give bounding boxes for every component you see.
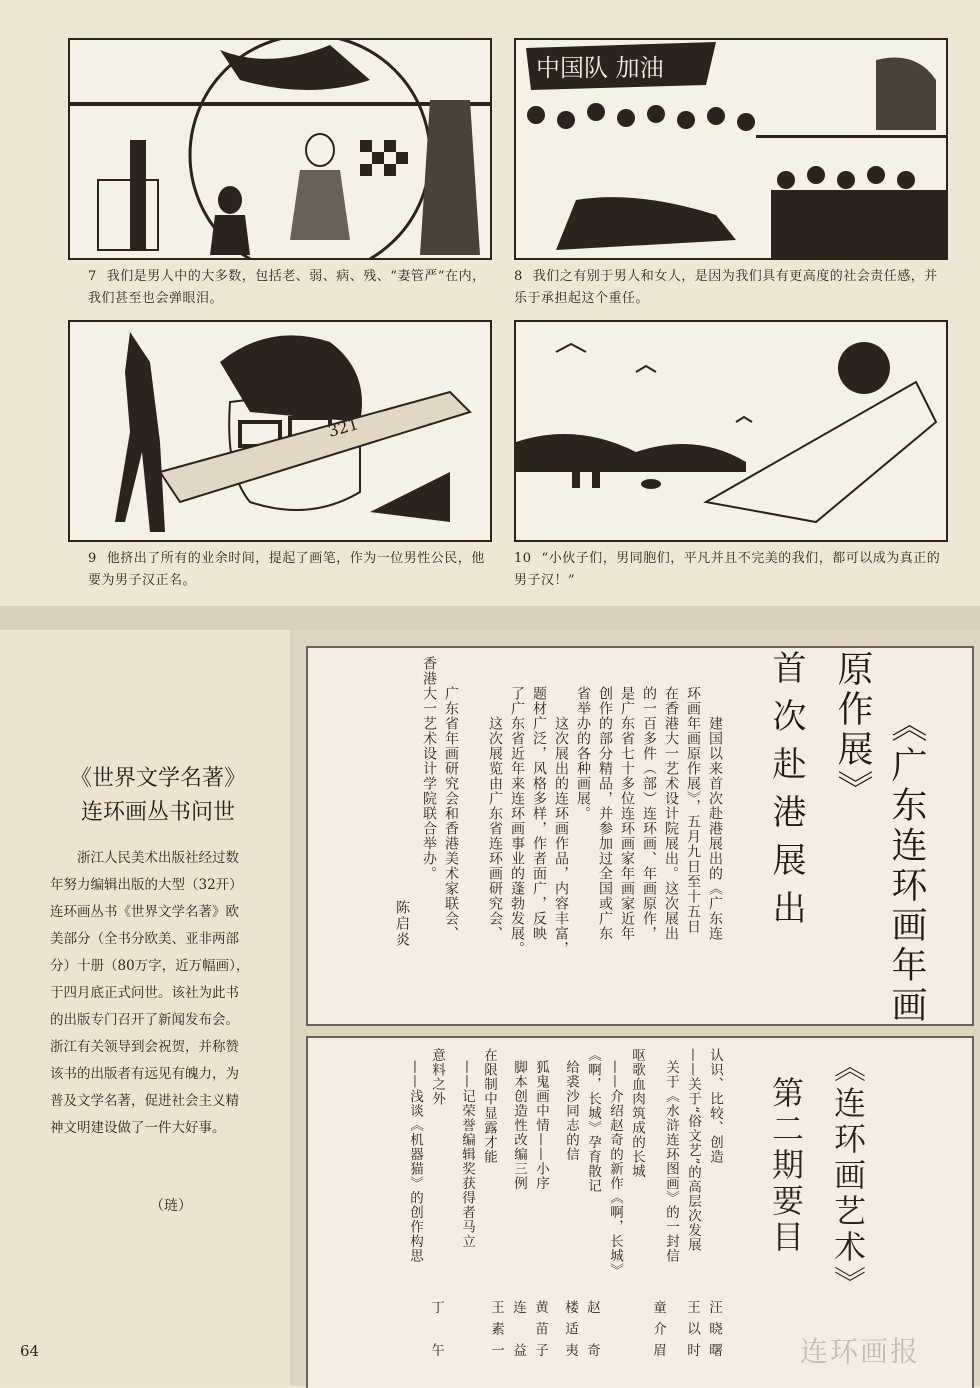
- caption-text: 我们之有别于男人和女人，是因为我们具有更高度的社会责任感，并乐于承担起这个重任。: [514, 269, 938, 306]
- news-body: 浙江人民美术出版社经过数年努力编辑出版的大型（32开）连环画丛书《世界文学名著》欧美部分（全书分欧美、亚非两部分）十册（80万字，近万幅画），于四月底正式问世。该社为此书的出版专门召开了新闻发布会。浙江有关领导到会祝贺，并称赞该书的出版者有远见有魄力，为普及文学名著，促进社会主义精神文明建设做了一件大好事。: [50, 850, 250, 1136]
- toc-author-6: 赵 奇: [584, 1300, 600, 1365]
- toc-title-line-2: 第二期要目: [767, 1076, 805, 1256]
- toc-item-4: 呕歌血肉筑成的长城: [629, 1048, 645, 1179]
- comic-panel-9: [68, 320, 492, 542]
- comic-panel-8: [514, 38, 948, 260]
- banner-text: 中国队 加油: [536, 54, 664, 82]
- toc-title-line-1: 《连环画艺术》: [829, 1050, 867, 1302]
- toc-author-1: 汪晓曙: [706, 1300, 722, 1365]
- caption-panel-7: [88, 266, 488, 310]
- exhibit-title-line-1: 《广东连环画年画: [886, 706, 927, 1026]
- panel-10-illustration: [516, 322, 946, 540]
- panel-8-illustration: [516, 40, 946, 258]
- toc-item-13: ——浅谈《机器猫》的创作构思: [407, 1060, 423, 1263]
- exhibit-col-7: 省举办的各种画展。: [575, 686, 591, 821]
- toc-author-3: 王以时: [684, 1300, 700, 1365]
- toc-item-5: ——介绍赵奇的新作《啊，长城》: [607, 1060, 623, 1278]
- toc-item-10: 在限制中显露才能: [481, 1048, 497, 1164]
- news-title-line-2: 连环画丛书问世: [80, 800, 235, 825]
- toc-item-6: 《啊，长城》孕育散记: [585, 1048, 601, 1193]
- exhibit-col-6: 创作的部分精品，并参加过全国或广东: [597, 686, 613, 941]
- caption-text: 他挤出了所有的业余时间，提起了画笔，作为一位男性公民，他要为男子汉正名。: [88, 551, 485, 588]
- toc-item-1: 认识、比较、创造: [707, 1048, 723, 1164]
- exhibit-col-1: 建国以来首次赴港展出的《广东连: [707, 716, 723, 941]
- toc-item-2: ——关于“俗文艺”的高层次发展: [685, 1048, 701, 1253]
- caption-panel-8: [514, 266, 944, 310]
- caption-panel-9: [88, 548, 488, 592]
- exhibit-col-12: 广东省年画研究会和香港美术家联会、: [443, 686, 459, 941]
- news-signature: （琏）: [150, 1198, 192, 1214]
- toc-item-9: 脚本创造性改编三例: [511, 1060, 527, 1191]
- exhibit-col-11: 这次展览由广东省连环画研究会、: [487, 716, 503, 941]
- toc-item-7: 给裘沙同志的信: [563, 1060, 579, 1162]
- exhibit-col-5: 是广东省七十多位连环画家年画家近年: [619, 686, 635, 941]
- toc-item-12: 意料之外: [429, 1048, 445, 1106]
- exhibit-author: 陈启炎: [394, 900, 410, 948]
- toc-author-8: 黄苗子: [532, 1300, 548, 1365]
- toc-author-7: 楼适夷: [562, 1300, 578, 1365]
- toc-item-8: 狐鬼画中情——小序: [533, 1060, 549, 1191]
- exhibit-col-13: 香港大一艺术设计学院联合举办。: [421, 656, 437, 881]
- ruler-text: 321: [325, 414, 361, 441]
- exhibit-col-4: 的一百多件（部）连环画、年画原作，: [641, 686, 657, 941]
- exhibit-col-10: 了广东省近年来连环画事业的蓬勃发展。: [509, 686, 525, 956]
- exhibit-col-9: 题材广泛，风格多样，作者面广，反映: [531, 686, 547, 941]
- toc-author-9: 连 益: [510, 1300, 526, 1365]
- panel-number: 10: [514, 551, 532, 566]
- panel-number: 9: [88, 551, 97, 566]
- comic-panel-10: [514, 320, 948, 542]
- caption-panel-10: [514, 548, 944, 592]
- exhibit-col-2: 环画年画原作展》，五月九日至十五日: [685, 686, 701, 934]
- exhibit-subtitle: 首次赴港展出: [766, 650, 806, 938]
- comic-panel-7: [68, 38, 492, 260]
- news-title-line-1: 《世界文学名著》: [69, 766, 246, 791]
- toc-item-3: 关于《水浒连环图画》的一封信: [663, 1060, 679, 1263]
- toc-author-12: 丁 午: [428, 1300, 444, 1365]
- panel-number: 8: [514, 269, 523, 284]
- caption-text: 我们是男人中的大多数，包括老、弱、病、残、“妻管严”在内，我们甚至也会弹眼泪。: [88, 269, 486, 306]
- panel-number: 7: [88, 269, 97, 284]
- panel-7-illustration: [70, 40, 490, 258]
- toc-author-10: 王素一: [488, 1300, 504, 1365]
- caption-text: “小伙子们，男同胞们，平凡并且不完美的我们，都可以成为真正的男子汉！”: [514, 551, 941, 588]
- exhibit-col-3: 在香港大一艺术设计院展出。这次展出: [663, 686, 679, 941]
- panel-9-illustration: [70, 322, 490, 540]
- exhibit-title-line-2: 原作展》: [832, 650, 873, 810]
- news-title: [48, 762, 268, 830]
- page-number: 64: [20, 1342, 40, 1360]
- toc-author-4: 童介眉: [650, 1300, 666, 1365]
- toc-item-11: ——记荣誉编辑奖获得者马立: [459, 1060, 475, 1249]
- watermark: 连环画报: [800, 1335, 921, 1368]
- exhibit-col-8: 这次展出的连环画作品，内容丰富，: [553, 716, 569, 956]
